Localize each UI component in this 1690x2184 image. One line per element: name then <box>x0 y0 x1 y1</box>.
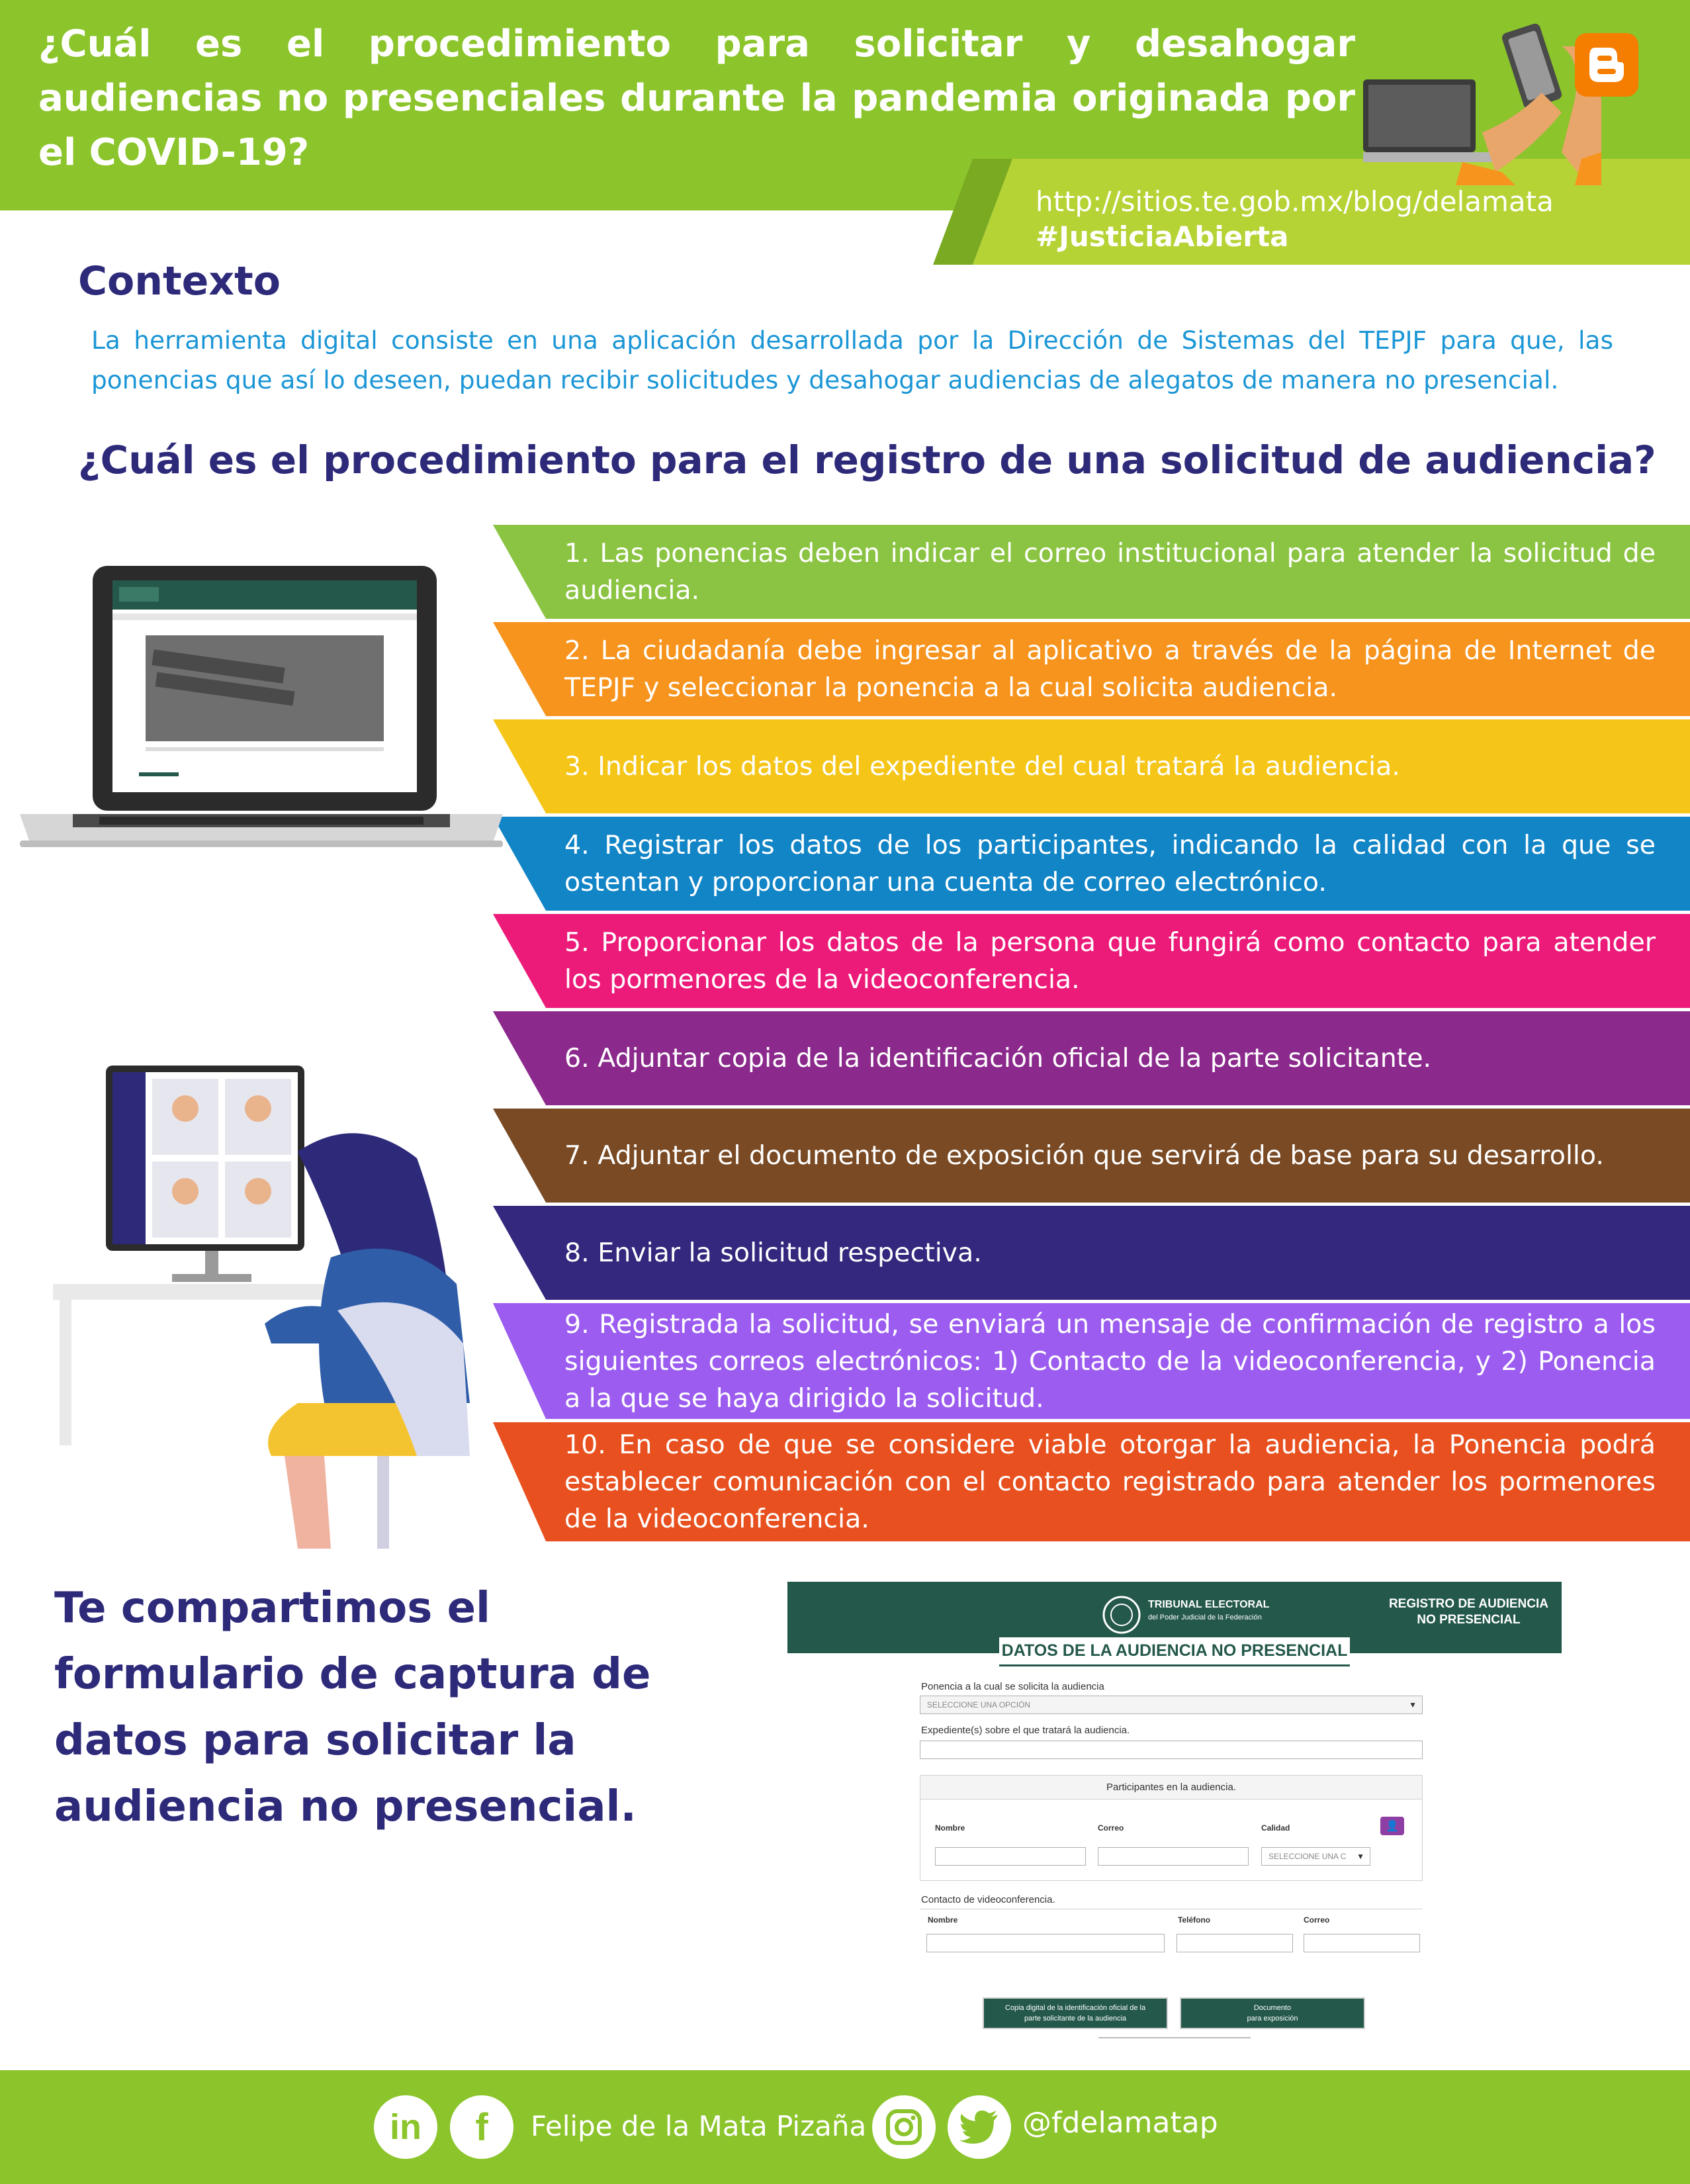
contact-correo-label: Correo <box>1304 1915 1330 1925</box>
tribunal-subtitle: del Poder Judicial de la Federación <box>1148 1614 1262 1621</box>
upload-document-button[interactable] <box>1180 1997 1365 2029</box>
instagram-icon[interactable] <box>872 2095 936 2159</box>
registro-line-2: NO PRESENCIAL <box>1417 1613 1521 1627</box>
upload-id-label-2: parte solicitante de la audiencia <box>1024 2015 1127 2023</box>
col-nombre-label: Nombre <box>935 1823 965 1833</box>
facebook-icon[interactable] <box>450 2095 513 2159</box>
expediente-input[interactable] <box>920 1741 1423 1759</box>
step-text: 6. Adjuntar copia de la identificación oficial de la parte solicitante. <box>564 1043 1432 1073</box>
step-item <box>493 914 1690 1008</box>
hashtag: #JusticiaAbierta <box>1036 220 1289 253</box>
contact-email-input[interactable] <box>1304 1934 1420 1952</box>
divider <box>1098 2037 1251 2038</box>
context-heading: Contexto <box>78 258 281 304</box>
tribunal-seal-icon <box>1102 1595 1141 1635</box>
col-calidad-label: Calidad <box>1261 1823 1290 1833</box>
step-text: 9. Registrada la solicitud, se enviará un mensaje de confirmación de registro a los siguientes correos electrónicos: 1) Contacto de la videoconferencia, y 2) Ponencia a la que se haya dirigido la solicitud. <box>564 1308 1656 1414</box>
step-item <box>493 622 1690 716</box>
ponencia-select-value: SELECCIONE UNA OPCIÓN <box>927 1700 1031 1709</box>
linkedin-glyph: in <box>390 2107 422 2147</box>
step-text: 3. Indicar los datos del expediente del cual tratará la audiencia. <box>564 751 1400 782</box>
step-text: 8. Enviar la solicitud respectiva. <box>564 1238 982 1268</box>
contact-name-input[interactable] <box>926 1934 1165 1952</box>
contact-label: Contacto de videoconferencia. <box>921 1894 1055 1905</box>
participants-panel <box>920 1775 1423 1881</box>
step-item <box>493 1109 1690 1203</box>
twitter-icon[interactable] <box>948 2095 1011 2159</box>
footer-bar <box>0 2070 1690 2184</box>
step-text: 1. Las ponencias deben indicar el correo institucional para atender la solicitud de audiencia. <box>564 538 1656 606</box>
ponencia-select[interactable] <box>920 1696 1423 1714</box>
form-section-tab[interactable]: DATOS DE LA AUDIENCIA NO PRESENCIAL <box>999 1637 1350 1666</box>
calidad-select-value: SELECCIONE UNA C <box>1268 1852 1347 1861</box>
blog-url-link[interactable]: http://sitios.te.gob.mx/blog/delamata <box>1036 185 1554 218</box>
contact-phone-input[interactable] <box>1177 1934 1293 1952</box>
footer-author-name: Felipe de la Mata Pizaña <box>531 2110 867 2142</box>
instagram-glyph <box>885 2109 922 2146</box>
page-title: ¿Cuál es el procedimiento para solicitar y desahogar audiencias no presenciales durante la pandemia originada por el COVID-19? <box>38 23 1355 174</box>
blogger-icon[interactable] <box>1575 33 1638 97</box>
facebook-glyph: f <box>475 2105 488 2149</box>
header-banner <box>0 0 1690 265</box>
tribunal-name: TRIBUNAL ELECTORAL <box>1148 1599 1270 1610</box>
expediente-label: Expediente(s) sobre el que tratará la audiencia. <box>921 1725 1130 1736</box>
procedure-heading: ¿Cuál es el procedimiento para el registro de una solicitud de audiencia? <box>78 437 1656 482</box>
participant-calidad-select[interactable] <box>1261 1847 1370 1866</box>
context-paragraph: La herramienta digital consiste en una aplicación desarrollada por la Dirección de Sistemas del TEPJF para que, las ponencias que así lo deseen, puedan recibir solicitudes y desahogar audiencias de alegatos de manera no presencial. <box>91 326 1613 394</box>
registro-line-1: REGISTRO DE AUDIENCIA <box>1388 1597 1548 1611</box>
add-participant-button[interactable] <box>1380 1817 1404 1835</box>
upload-id-button[interactable] <box>983 1997 1168 2029</box>
step-text: 2. La ciudadanía debe ingresar al aplicativo a través de la página de Internet de TEPJF y seleccionar la ponencia a la cual solicita audiencia. <box>564 635 1656 703</box>
laptop-website-illustration <box>20 559 503 864</box>
chevron-down-icon: ▼ <box>1409 1700 1417 1709</box>
step-text: 7. Adjuntar el documento de exposición que servirá de base para su desarrollo. <box>564 1140 1604 1171</box>
step-item <box>493 1303 1690 1419</box>
form-screenshot <box>787 1582 1562 2045</box>
upload-doc-label-1: Documento <box>1253 2004 1292 2012</box>
step-item <box>493 525 1690 619</box>
step-text: 5. Proporcionar los datos de la persona que fungirá como contacto para atender los pormenores de la videoconferencia. <box>564 927 1656 995</box>
upload-doc-label-2: para exposición <box>1247 2015 1298 2023</box>
form-registro-title <box>1389 1596 1548 1628</box>
contact-telefono-label: Teléfono <box>1178 1915 1211 1925</box>
chevron-down-icon: ▼ <box>1356 1852 1364 1861</box>
linkedin-icon[interactable] <box>374 2095 437 2159</box>
step-item <box>493 719 1690 813</box>
upload-id-label-1: Copia digital de la identificación oficial de la <box>1004 2004 1146 2012</box>
step-item <box>493 1011 1690 1105</box>
step-text: 4. Registrar los datos de los participantes, indicando la calidad con la que se ostentan y proporcionar una cuenta de correo electrónico. <box>564 830 1656 897</box>
step-item <box>493 1206 1690 1300</box>
laptop-phone-hands-illustration <box>1363 20 1601 185</box>
twitter-bird-glyph <box>959 2111 999 2144</box>
ponencia-label: Ponencia a la cual se solicita la audiencia <box>921 1681 1104 1692</box>
step-text: 10. En caso de que se considere viable otorgar la audiencia, la Ponencia podrá establecer comunicación con el contacto registrado para atender los pormenores de la videoconferencia. <box>564 1430 1656 1534</box>
participant-email-input[interactable] <box>1098 1847 1249 1866</box>
step-item <box>493 1422 1690 1541</box>
contact-nombre-label: Nombre <box>928 1915 958 1925</box>
share-form-text: Te compartimos el formulario de captura de datos para solicitar la audiencia no presencial. <box>54 1584 651 1831</box>
add-user-icon: 👤 <box>1386 1821 1399 1832</box>
col-correo-label: Correo <box>1098 1823 1124 1833</box>
step-item <box>493 817 1690 911</box>
videoconference-woman-illustration <box>46 1032 510 1549</box>
participants-title: Participantes en la audiencia. <box>920 1776 1422 1799</box>
footer-handle: @fdelamatap <box>1022 2106 1218 2140</box>
participant-name-input[interactable] <box>935 1847 1086 1866</box>
